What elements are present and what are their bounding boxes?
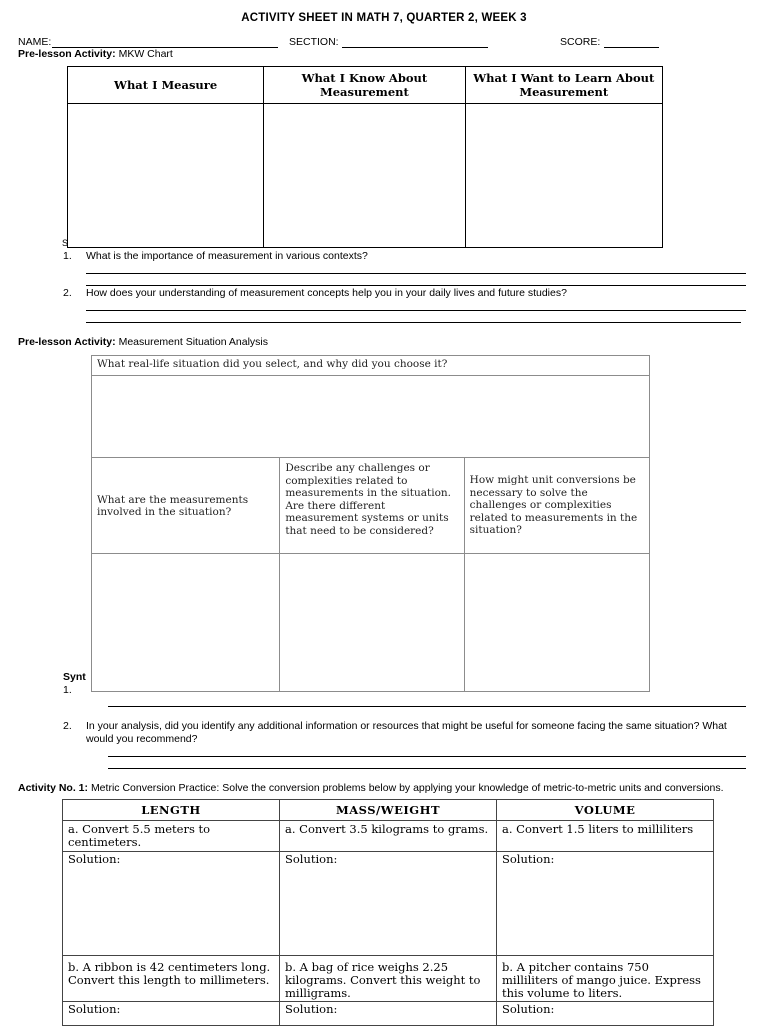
measurement-situation-table [91, 355, 650, 692]
q1-text: What is the importance of measurement in various contexts? [86, 250, 368, 262]
conv-volume-b-solution[interactable]: Solution: [497, 1002, 714, 1026]
mkw-answer-want[interactable] [465, 104, 662, 248]
q2-text: How does your understanding of measurement concepts help you in your daily lives and future studies? [86, 287, 567, 299]
msa-col3-answer[interactable] [464, 554, 649, 692]
mkw-chart-table [67, 66, 663, 248]
mkw-col-know: What I Know About Measurement [264, 67, 465, 104]
mkw-col-measure: What I Measure [68, 67, 264, 104]
conv-length-b: b. A ribbon is 42 centimeters long. Convert this length to millimeters. [63, 956, 280, 1002]
q4-text: In your analysis, did you identify any additional information or resources that might be useful for someone facing the same situation? What would you recommend? [86, 720, 727, 745]
q3-answer-line-1[interactable] [108, 706, 746, 707]
conv-mass-a: a. Convert 3.5 kilograms to grams. [280, 821, 497, 852]
mkw-heading-text: MKW Chart [118, 48, 173, 60]
q3-number: 1. [63, 684, 72, 696]
conv-volume-a: a. Convert 1.5 liters to milliliters [497, 821, 714, 852]
mkw-answer-know[interactable] [264, 104, 465, 248]
q2-answer-line-1[interactable] [86, 310, 746, 311]
partial-label-synt: Synt [63, 671, 86, 683]
mkw-col-want: What I Want to Learn About Measurement [465, 67, 662, 104]
q2-answer-line-2[interactable] [86, 322, 741, 323]
mkw-answer-measure[interactable] [68, 104, 264, 248]
activity1-heading-bold: Activity No. 1: [18, 782, 89, 794]
msa-heading-bold: Pre-lesson Activity: [18, 336, 116, 348]
name-label: NAME: [18, 36, 52, 48]
msa-col1-answer[interactable] [92, 554, 280, 692]
q4-number: 2. [63, 720, 72, 732]
section-input-line[interactable] [342, 47, 488, 48]
conversion-table [62, 799, 714, 1026]
section-label: SECTION: [289, 36, 339, 48]
q4-answer-line-2[interactable] [108, 768, 746, 769]
q1-answer-line-1[interactable] [86, 273, 746, 274]
document-title: ACTIVITY SHEET IN MATH 7, QUARTER 2, WEEK 3 [241, 12, 527, 24]
conv-volume-a-solution[interactable]: Solution: [497, 852, 714, 956]
partial-label-s: S [62, 238, 69, 248]
conv-header-volume: VOLUME [497, 800, 714, 821]
activity1-heading [18, 782, 763, 794]
conv-mass-a-solution[interactable]: Solution: [280, 852, 497, 956]
q1-answer-line-2[interactable] [86, 285, 746, 286]
msa-col2-answer[interactable] [280, 554, 464, 692]
msa-top-answer[interactable] [92, 376, 650, 458]
conv-length-a-solution[interactable]: Solution: [63, 852, 280, 956]
mkw-heading-bold: Pre-lesson Activity: [18, 48, 116, 60]
conv-volume-b: b. A pitcher contains 750 milliliters of mango juice. Express this volume to liters. [497, 956, 714, 1002]
conv-length-b-solution[interactable]: Solution: [63, 1002, 280, 1026]
mkw-heading [18, 48, 173, 60]
q2-number: 2. [63, 287, 72, 299]
msa-col3-prompt: How might unit conversions be necessary to solve the challenges or complexities related to measurements in the situation? [464, 458, 649, 554]
conv-mass-b-solution[interactable]: Solution: [280, 1002, 497, 1026]
conv-mass-b: b. A bag of rice weighs 2.25 kilograms. Convert this weight to milligrams. [280, 956, 497, 1002]
score-input-line[interactable] [604, 47, 659, 48]
msa-heading [18, 336, 268, 348]
q4-answer-line-1[interactable] [108, 756, 746, 757]
conv-header-mass: MASS/WEIGHT [280, 800, 497, 821]
msa-col1-prompt: What are the measurements involved in the situation? [92, 458, 280, 554]
msa-top-prompt: What real-life situation did you select, and why did you choose it? [92, 356, 650, 376]
conv-length-a: a. Convert 5.5 meters to centimeters. [63, 821, 280, 852]
msa-col2-prompt: Describe any challenges or complexities related to measurements in the situation. Are there different measurement systems or units that need to be considered? [280, 458, 464, 554]
score-label: SCORE: [560, 36, 601, 48]
conv-header-length: LENGTH [63, 800, 280, 821]
activity1-heading-text: Metric Conversion Practice: Solve the conversion problems below by applying your knowledge of metric-to-metric units and conversions. [90, 782, 724, 794]
msa-heading-text: Measurement Situation Analysis [118, 336, 268, 348]
q1-number: 1. [63, 250, 72, 262]
